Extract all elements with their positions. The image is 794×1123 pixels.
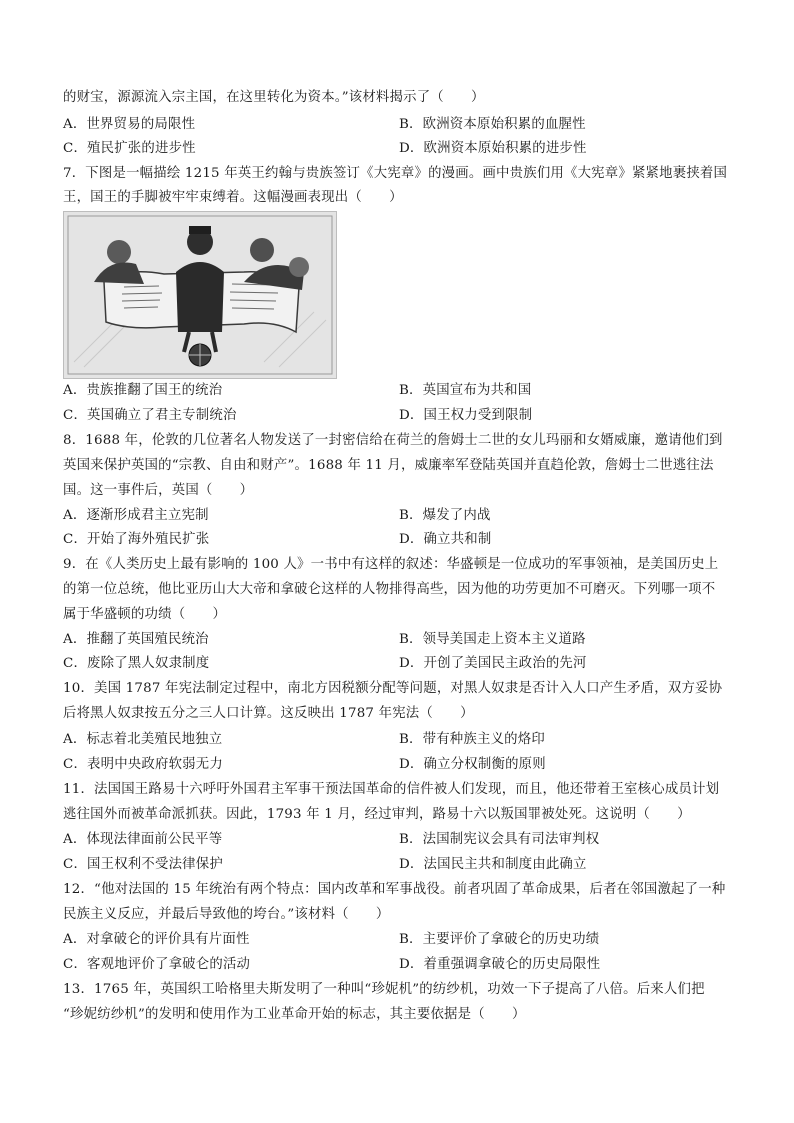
q10-stem-line-2: 后将黑人奴隶按五分之三人口计算。这反映出 1787 年宪法（ ） bbox=[63, 706, 474, 721]
q8-option-a: A．逐渐形成君主立宪制 bbox=[63, 508, 209, 523]
q11-stem-line-2: 逃往国外而被革命派抓获。因此，1793 年 1 月，经过审判，路易十六以叛国罪被处死。这说明（ ） bbox=[63, 807, 691, 822]
q9-option-b: B．领导美国走上资本主义道路 bbox=[399, 632, 586, 647]
cartoon-illustration bbox=[64, 212, 336, 378]
q8-stem-line-3: 国。这一事件后，英国（ ） bbox=[63, 483, 254, 498]
q8-option-b: B．爆发了内战 bbox=[399, 508, 491, 523]
q6-option-d: D．欧洲资本原始积累的进步性 bbox=[399, 141, 587, 156]
q7-option-d: D．国王权力受到限制 bbox=[399, 408, 533, 423]
q10-option-b: B．带有种族主义的烙印 bbox=[399, 732, 545, 747]
q6-option-a: A．世界贸易的局限性 bbox=[63, 117, 196, 132]
q12-stem-line-2: 民族主义反应，并最后导致他的垮台。”该材料（ ） bbox=[63, 907, 390, 922]
q10-option-a: A．标志着北美殖民地独立 bbox=[63, 732, 223, 747]
q13-stem-line-2: “珍妮纺纱机”的发明和使用作为工业革命开始的标志，其主要依据是（ ） bbox=[63, 1007, 526, 1022]
q11-option-a: A．体现法律面前公民平等 bbox=[63, 832, 223, 847]
q6-option-c: C．殖民扩张的进步性 bbox=[63, 141, 196, 156]
q12-option-d: D．着重强调拿破仑的历史局限性 bbox=[399, 957, 601, 972]
q7-stem-line-2: 王，国王的手脚被牢牢束缚着。这幅漫画表现出（ ） bbox=[63, 190, 403, 205]
q6-option-b: B．欧洲资本原始积累的血腥性 bbox=[399, 117, 586, 132]
q11-stem-line-1: 11．法国国王路易十六呼吁外国君主军事干预法国革命的信件被人们发现，而且，他还带着王室核心成员计划 bbox=[63, 782, 720, 797]
q9-stem-line-1: 9．在《人类历史上最有影响的 100 人》一书中有这样的叙述：华盛顿是一位成功的军事领袖，是美国历史上 bbox=[63, 557, 719, 572]
q9-stem-line-2: 的第一位总统，他比亚历山大大帝和拿破仑这样的人物排得高些，因为他的功劳更加不可磨灭。下列哪一项不 bbox=[63, 582, 716, 597]
q8-option-d: D．确立共和制 bbox=[399, 532, 492, 547]
q7-option-b: B．英国宣布为共和国 bbox=[399, 383, 532, 398]
q8-stem-line-1: 8．1688 年，伦敦的几位著名人物发送了一封密信给在荷兰的詹姆士二世的女儿玛丽和女婿威廉，邀请他们到 bbox=[63, 433, 723, 448]
intro-line: 的财宝，源源流入宗主国，在这里转化为资本。”该材料揭示了（ ） bbox=[63, 90, 485, 105]
q10-stem-line-1: 10．美国 1787 年宪法制定过程中，南北方因税额分配等问题，对黑人奴隶是否计入人口产生矛盾，双方妥协 bbox=[63, 681, 723, 696]
q11-option-b: B．法国制宪议会具有司法审判权 bbox=[399, 832, 600, 847]
q10-option-c: C．表明中央政府软弱无力 bbox=[63, 757, 223, 772]
q7-option-a: A．贵族推翻了国王的统治 bbox=[63, 383, 223, 398]
q7-option-c: C．英国确立了君主专制统治 bbox=[63, 408, 237, 423]
q9-option-c: C．废除了黑人奴隶制度 bbox=[63, 656, 210, 671]
q11-option-d: D．法国民主共和制度由此确立 bbox=[399, 857, 587, 872]
q11-option-c: C．国王权利不受法律保护 bbox=[63, 857, 223, 872]
magna-carta-cartoon-image bbox=[63, 211, 337, 379]
q12-stem-line-1: 12．“他对法国的 15 年统治有两个特点：国内改革和军事战役。前者巩固了革命成果，后者在邻国激起了一种 bbox=[63, 882, 726, 897]
q7-stem-line-1: 7．下图是一幅描绘 1215 年英王约翰与贵族签订《大宪章》的漫画。画中贵族们用《大宪章》紧紧地裹挟着国 bbox=[63, 166, 728, 181]
q12-option-a: A．对拿破仑的评价具有片面性 bbox=[63, 932, 250, 947]
q12-option-c: C．客观地评价了拿破仑的活动 bbox=[63, 957, 251, 972]
q10-option-d: D．确立分权制衡的原则 bbox=[399, 757, 546, 772]
q9-option-a: A．推翻了英国殖民统治 bbox=[63, 632, 209, 647]
q8-stem-line-2: 英国来保护英国的“宗教、自由和财产”。1688 年 11 月，威廉率军登陆英国并直趋伦敦，詹姆士二世逃往法 bbox=[63, 458, 714, 473]
q12-option-b: B．主要评价了拿破仑的历史功绩 bbox=[399, 932, 600, 947]
q13-stem-line-1: 13．1765 年，英国织工哈格里夫斯发明了一种叫“珍妮机”的纺纱机，功效一下子提高了八倍。后来人们把 bbox=[63, 982, 705, 997]
q8-option-c: C．开始了海外殖民扩张 bbox=[63, 532, 210, 547]
q9-stem-line-3: 属于华盛顿的功绩（ ） bbox=[63, 607, 227, 622]
q9-option-d: D．开创了美国民主政治的先河 bbox=[399, 656, 587, 671]
